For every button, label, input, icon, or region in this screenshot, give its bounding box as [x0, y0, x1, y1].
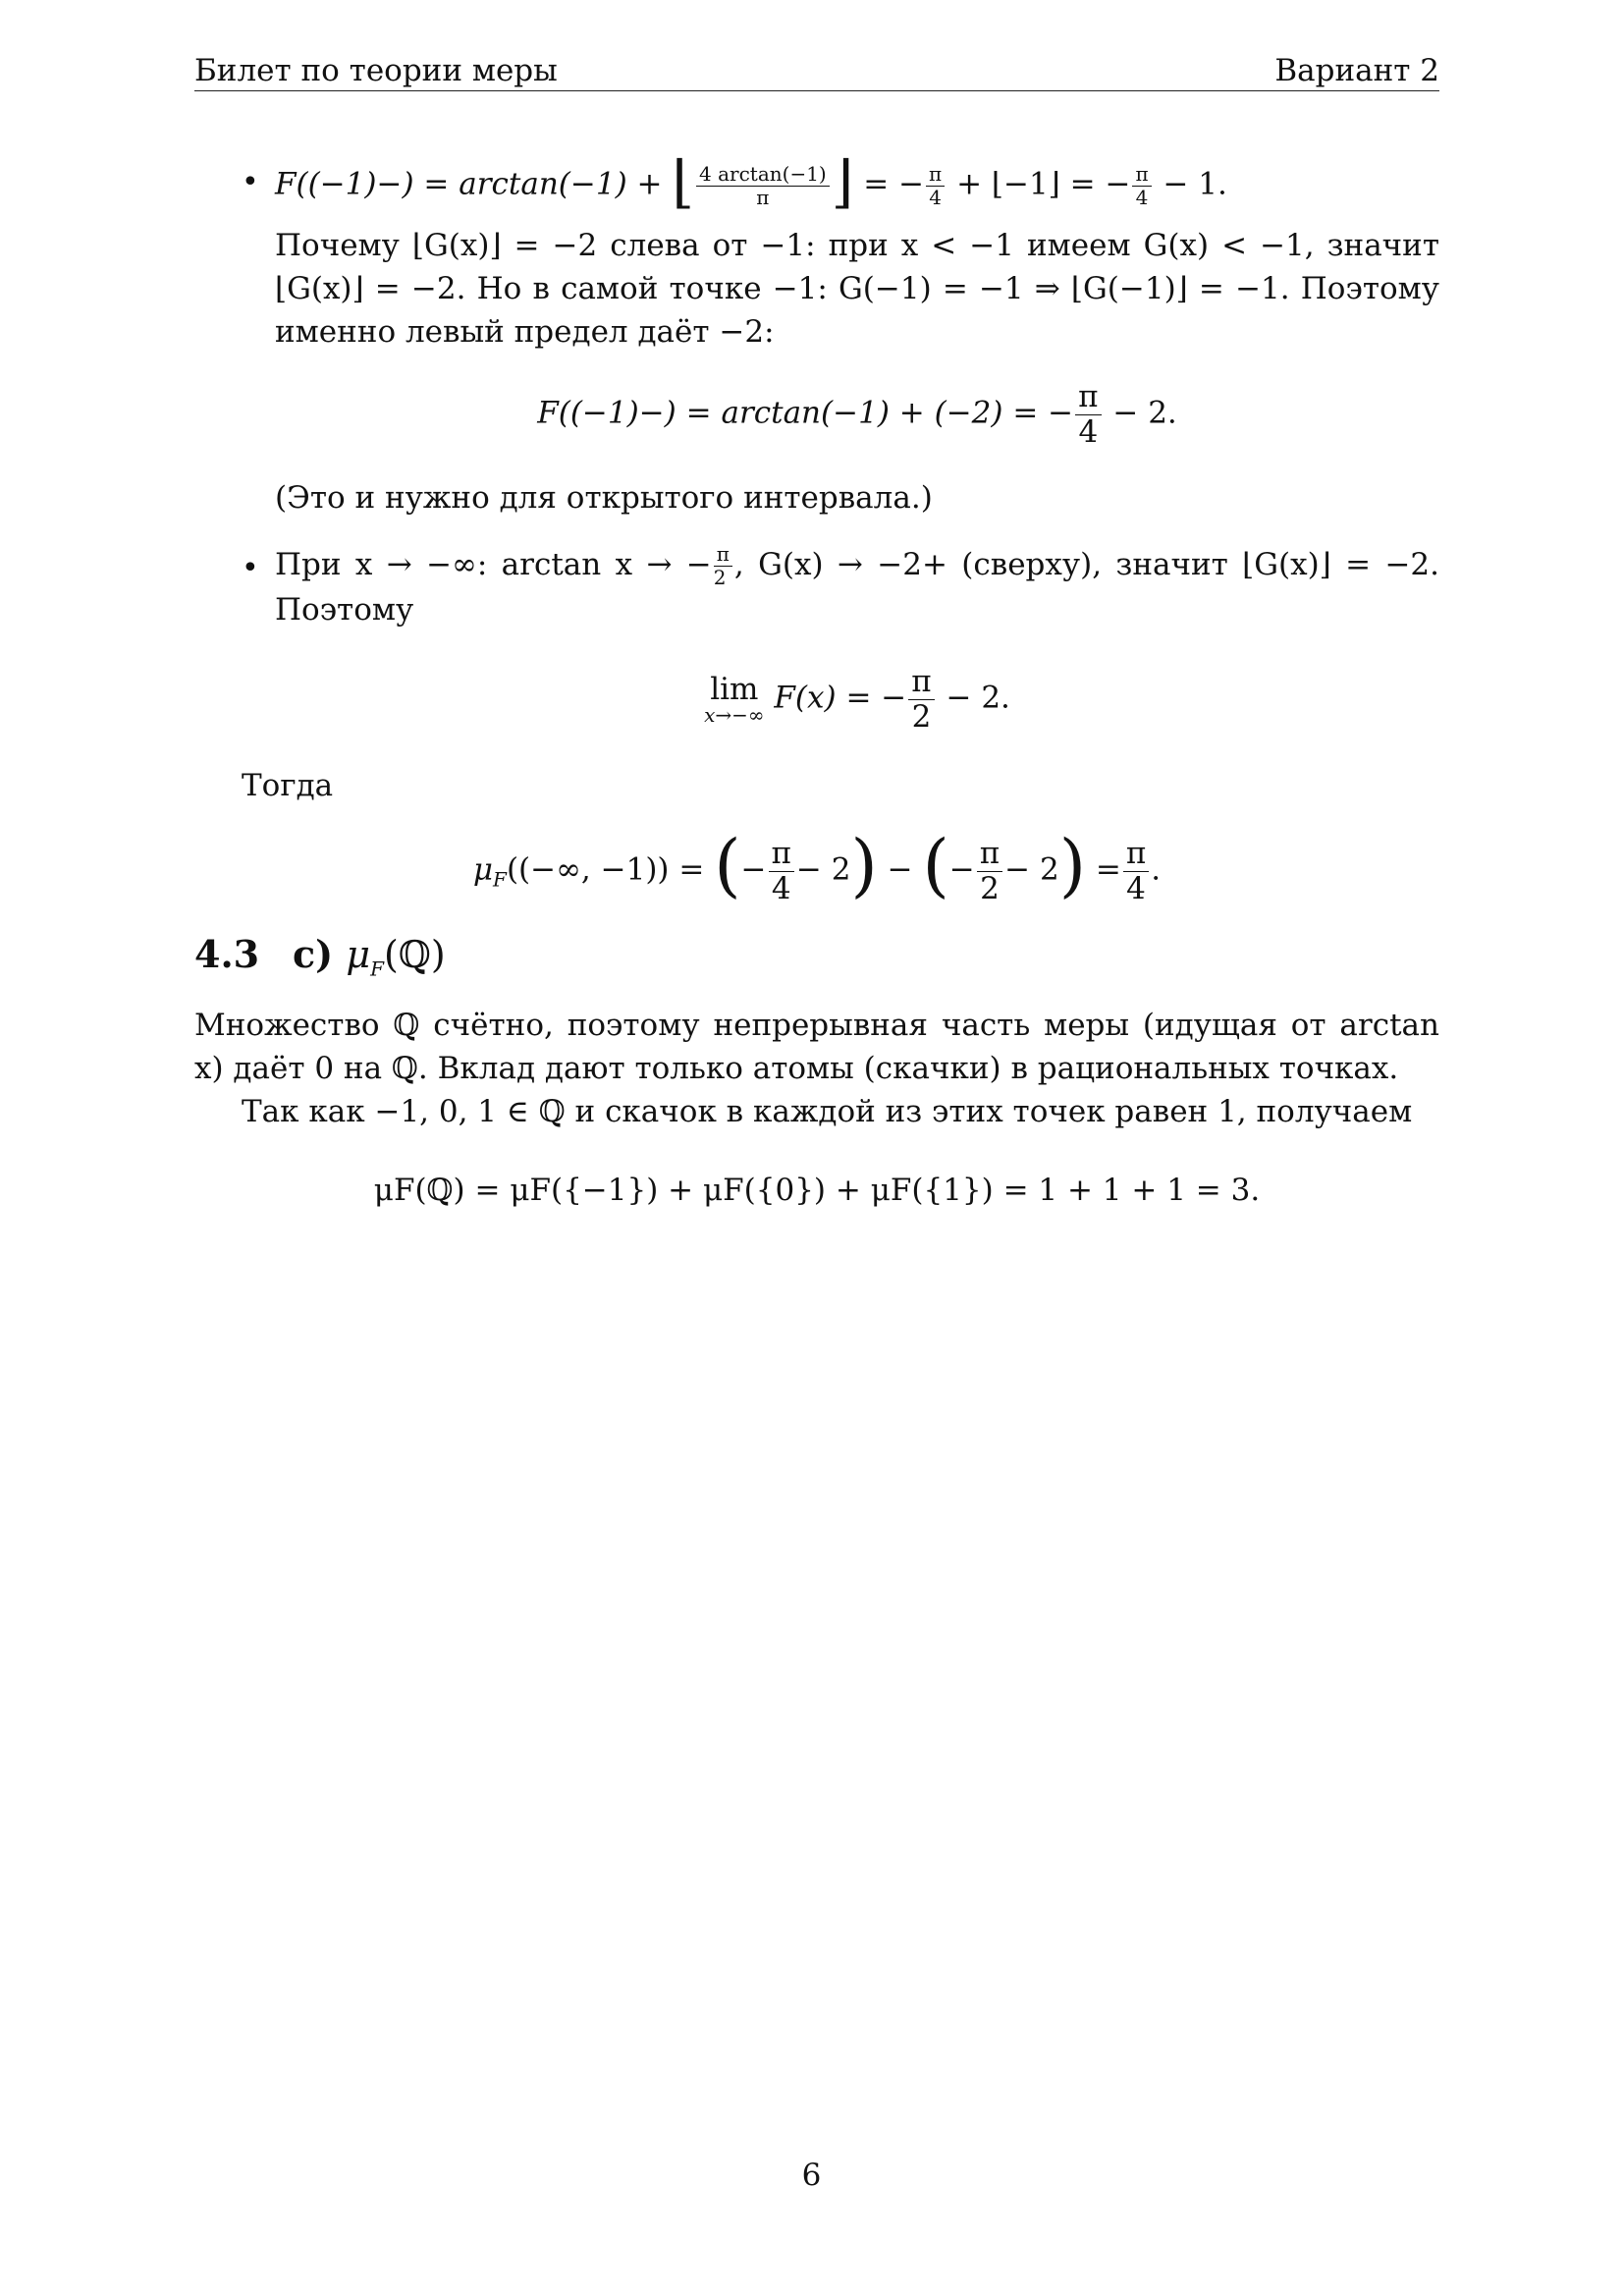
- big-paren-open-1: (: [714, 825, 741, 905]
- small-pi-2: π: [1132, 164, 1151, 187]
- bullet-1-tail2: − 1.: [1163, 166, 1227, 202]
- running-header: [194, 51, 1439, 91]
- display-lhs: F((−1)−) = arctan(−1) + (−2) = −: [537, 395, 1074, 431]
- paragraph-1: Множество ℚ счётно, поэтому непрерывная часть меры (идущая от arctan x) даёт 0 на ℚ. Вклад дают только атомы (скачки) в рациональных точках.: [194, 1008, 1439, 1086]
- minus-2: −: [948, 851, 975, 888]
- limit-tail: − 2.: [946, 680, 1010, 716]
- measure-den-1: 4: [771, 870, 791, 906]
- pi-over-2-small: [714, 544, 732, 588]
- floor-numerator: 4 arctan(−1): [696, 164, 830, 187]
- floor-right: ⌋: [831, 148, 854, 215]
- minus-two-2: − 2: [1004, 851, 1059, 888]
- section-number: 4.3: [194, 932, 260, 976]
- small-pi-3: π: [714, 544, 732, 567]
- small-four: 4: [929, 185, 942, 209]
- final-dot: .: [1151, 851, 1162, 888]
- bullet-marker: •: [242, 165, 259, 199]
- bullet-1-tail1: + ⌊−1⌋ = −: [956, 166, 1131, 202]
- minus-1: −: [740, 851, 767, 888]
- limit-operator: [704, 671, 765, 727]
- display-tail: − 2.: [1112, 395, 1177, 431]
- bullet-1-note: (Это и нужно для открытого интервала.): [275, 480, 933, 516]
- bullet-2-text-b: , G(x) → −2+ (сверху), значит ⌊G(x)⌋ = −2. Поэтому: [275, 547, 1440, 628]
- bullet-1-lhs: F((−1)−) = arctan(−1) +: [275, 166, 663, 202]
- pi-over-4-small: [926, 161, 945, 209]
- floor-left: ⌊: [672, 148, 695, 215]
- measure-fraction-1: [769, 835, 794, 906]
- lim-word: lim: [710, 671, 759, 707]
- bullet-1-formula: [275, 148, 1439, 215]
- display-fraction: [1075, 381, 1101, 448]
- display-formula-limit: [275, 666, 1439, 733]
- big-paren-close-2: ): [1058, 825, 1087, 905]
- limit-denominator: 2: [911, 698, 932, 735]
- section-label: c): [293, 932, 334, 976]
- display-denominator: 4: [1078, 413, 1099, 450]
- display-formula-measure: [194, 825, 1439, 906]
- bullet-2-text-a: При x → −∞: arctan x → −: [275, 547, 712, 582]
- measure-den-3: 4: [1126, 870, 1146, 906]
- section-mu: μ: [346, 933, 371, 976]
- minus-two-1: − 2: [795, 851, 851, 888]
- mu-symbol: μ: [472, 851, 494, 888]
- small-two: 2: [713, 566, 727, 589]
- section-mu-sub: F: [370, 957, 384, 981]
- mu-subscript: F: [493, 867, 507, 892]
- section-argument: (ℚ): [383, 933, 446, 976]
- floor-denominator: π: [756, 185, 770, 209]
- display-formula-left-limit: [275, 381, 1439, 448]
- bullet-2-text: [275, 543, 1439, 631]
- big-paren-open-2: (: [922, 825, 949, 905]
- small-four-2: 4: [1135, 185, 1149, 209]
- bullet-1-mid: = −: [863, 166, 925, 202]
- minus-between: −: [887, 851, 913, 888]
- limit-numerator: π: [908, 666, 934, 700]
- measure-den-2: 2: [980, 870, 1000, 906]
- measure-argument: ((−∞, −1)) =: [506, 851, 705, 888]
- measure-fraction-3: [1123, 835, 1149, 906]
- measure-num-2: π: [977, 838, 1002, 872]
- section-heading: [194, 933, 446, 991]
- bullet-marker-2: •: [242, 551, 259, 585]
- paragraph-2: Так как −1, 0, 1 ∈ ℚ и скачок в каждой из этих точек равен 1, получаем: [242, 1094, 1413, 1129]
- bullet-1-explanation: Почему ⌊G(x)⌋ = −2 слева от −1: при x < −1 имеем G(x) < −1, значит ⌊G(x)⌋ = −2. Но в самой точке −1: G(−1) = −1 ⇒ ⌊G(−1)⌋ = −1. Поэтому именно левый предел даёт −2:: [275, 228, 1439, 350]
- pi-over-4-small-2: [1132, 161, 1151, 209]
- limit-rhs: F(x) = −: [774, 680, 907, 716]
- lim-subscript: x→−∞: [704, 702, 765, 727]
- then-word: Тогда: [242, 768, 334, 803]
- small-pi: π: [926, 164, 945, 187]
- measure-num-1: π: [769, 838, 794, 872]
- measure-num-3: π: [1123, 838, 1149, 872]
- final-formula: μF(ℚ) = μF({−1}) + μF({0}) + μF({1}) = 1 + 1 + 1 = 3.: [373, 1173, 1261, 1208]
- measure-fraction-2: [977, 835, 1002, 906]
- floor-fraction: [696, 161, 830, 209]
- display-numerator: π: [1075, 381, 1101, 415]
- page-number: 6: [801, 2158, 822, 2193]
- limit-fraction: [908, 666, 934, 733]
- header-title: Билет по теории меры: [194, 53, 558, 88]
- equals-sign: =: [1095, 851, 1121, 888]
- header-variant: Вариант 2: [1274, 53, 1439, 88]
- big-paren-close-1: ): [850, 825, 878, 905]
